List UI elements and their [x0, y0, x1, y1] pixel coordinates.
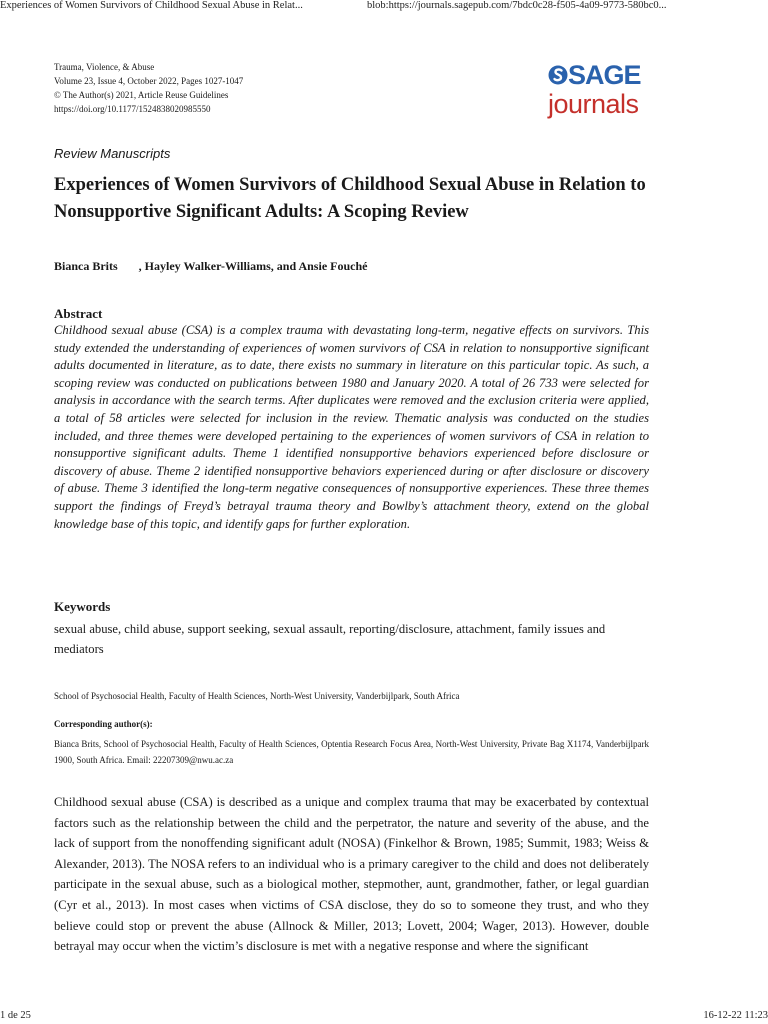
section-label: Review Manuscripts: [54, 146, 171, 161]
sage-s-icon: [548, 63, 568, 87]
page-number: 1 de 25: [0, 1010, 31, 1021]
keywords-text: sexual abuse, child abuse, support seeking, sexual assault, reporting/disclosure, attachment, family issues and mediators: [54, 622, 606, 656]
abstract-text: Childhood sexual abuse (CSA) is a complex trauma with devastating long-term, negative effects on survivors. This study extended the understanding of experiences of women survivors of CSA in relation to nonsupportive significant adults documented in literature, as to date, there exists no summary in literature on this particular topic. As such, a scoping review was conducted on publications between 1980 and January 2020. A total of 26 733 were selected for analysis in accordance with the search terms. After duplicates were removed and the exclusion criteria were applied, a total of 58 articles were selected for inclusion in the review. Thematic analysis was conducted on the studies included, and three themes were developed pertaining to the experiences of women survivors of CSA in relation to nonsupportive significant adults. Theme 1 identified nonsupportive behaviors experienced before disclosure or discovery of abuse. Theme 2 identified nonsupportive behaviors experienced during or after disclosure or discovery of abuse. Theme 3 identified the long-term negative consequences of nonsupportive experiences. These three themes support the findings of Freyd’s betrayal trauma theory and Bowlby’s attachment theory, extend on the global knowledge base of this topic, and identify gaps for further exploration.: [54, 323, 649, 531]
journal-volume: Volume 23, Issue 4, October 2022, Pages 1027-1047: [54, 76, 244, 86]
print-datetime: 16-12-22 11:23: [703, 1010, 768, 1021]
logo-sage-text: SAGE: [568, 60, 641, 90]
article-title: Experiences of Women Survivors of Childhood Sexual Abuse in Relation to Nonsupportive Significant Adults: A Scoping Review: [54, 175, 646, 222]
print-footer: [0, 1010, 768, 1024]
journal-name: Trauma, Violence, & Abuse: [54, 62, 155, 72]
sage-journals-logo: [548, 60, 658, 126]
affiliation: School of Psychosocial Health, Faculty of Health Sciences, North-West University, Vanderbijlpark, South Africa: [54, 691, 460, 701]
journal-meta: [54, 60, 474, 116]
body-paragraph: Childhood sexual abuse (CSA) is described as a unique and complex trauma that may be exacerbated by contextual factors such as the relationship between the child and the perpetrator, the nature and severity of the abuse, and the lack of support from the nonoffending significant adult (NOSA) (Finkelhor & Brown, 1985; Summit, 1983; Weiss & Alexander, 2013). The NOSA refers to an individual who is a primary caregiver to the child and does not deliberately participate in the sexual abuse, such as a biological mother, stepmother, aunt, grandmother, father, or legal guardian (Cyr et al., 2013). In most cases when victims of CSA disclose, they do so to someone they trust, and who they believe could stop or prevent the abuse (Allnock & Miller, 2013; Lovett, 2004; Wager, 2013). However, double betrayal may occur when the victim’s disclosure is met with a negative response and where the significant: [54, 795, 649, 954]
print-header-url: blob:https://journals.sagepub.com/7bdc0c28-f505-4a09-9773-580bc0...: [367, 0, 667, 11]
abstract-heading: Abstract: [54, 306, 103, 321]
print-header-title: Experiences of Women Survivors of Childhood Sexual Abuse in Relat...: [0, 0, 303, 11]
doi-link[interactable]: https://doi.org/10.1177/1524838020985550: [54, 104, 211, 114]
author-first[interactable]: Bianca Brits: [54, 259, 118, 273]
author-list: [54, 259, 694, 274]
corresponding-author-text: Bianca Brits, School of Psychosocial Health, Faculty of Health Sciences, Optentia Research Focus Area, North-West University, Private Bag X1174, Vanderbijlpark 1900, South Africa. Email: 22207309@nwu.ac.za: [54, 739, 649, 765]
author-rest[interactable]: , Hayley Walker-Williams, and Ansie Fouché: [138, 259, 368, 273]
corresponding-author-heading: Corresponding author(s):: [54, 719, 153, 729]
logo-journals-text: journals: [548, 89, 639, 119]
keywords-heading: Keywords: [54, 599, 111, 614]
copyright-line: © The Author(s) 2021, Article Reuse Guidelines: [54, 90, 229, 100]
print-header: [0, 0, 768, 14]
